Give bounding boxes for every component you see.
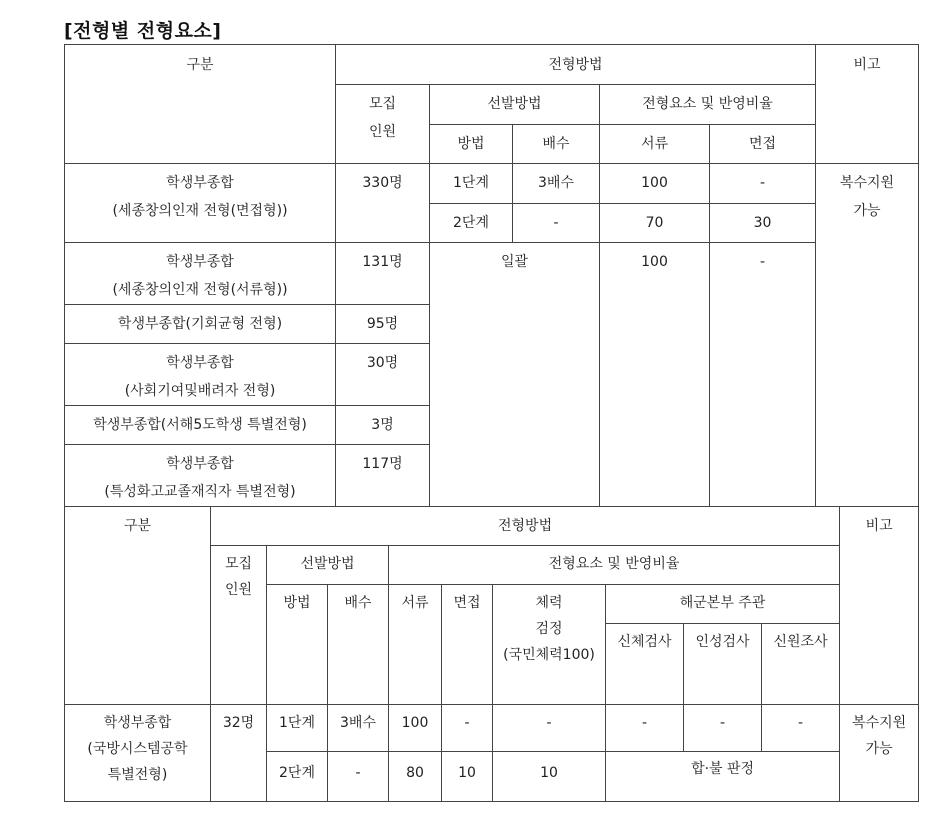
interview-score-cell: 10: [442, 752, 493, 802]
header-select: 선발방법: [267, 546, 389, 585]
header-seoryu: 서류: [600, 125, 710, 164]
header-bangbeop: 방법: [267, 585, 328, 705]
header-navy: 해군본부 주관: [606, 585, 840, 624]
header-fitness: 체력 검정 (국민체력100): [493, 585, 606, 705]
table-row-name: 학생부종합 (세종창의인재 전형(면접형)): [65, 164, 336, 243]
table-row-recruit: 117명: [336, 445, 430, 507]
header-elements: 전형요소 및 반영비율: [600, 85, 816, 125]
stage-cell: 2단계: [267, 752, 328, 802]
header-method: 전형방법: [336, 45, 816, 85]
table-row-name: 학생부종합 (세종창의인재 전형(서류형)): [65, 243, 336, 305]
table-row-name: 학생부종합(기회균형 전형): [65, 305, 336, 344]
header-method: 전형방법: [211, 507, 840, 546]
table-row-name: 학생부종합 (특성화고교졸재직자 특별전형): [65, 445, 336, 507]
body-check-cell: -: [606, 705, 684, 752]
stage-cell: 2단계: [430, 204, 513, 243]
header-myeonjeop: 면접: [710, 125, 816, 164]
interview-score-cell: -: [442, 705, 493, 752]
fitness-score-cell: -: [493, 705, 606, 752]
doc-score-cell: 70: [600, 204, 710, 243]
table-row-recruit: 95명: [336, 305, 430, 344]
table-row-name: 학생부종합(서해5도학생 특별전형): [65, 406, 336, 445]
stage-cell: 1단계: [267, 705, 328, 752]
table-row-recruit: 32명: [211, 705, 267, 802]
multiple-cell: -: [328, 752, 389, 802]
header-myeonjeop: 면접: [442, 585, 493, 705]
interview-score-cell: -: [710, 164, 816, 204]
header-body-check: 신체검사: [606, 624, 684, 705]
stage-cell: 1단계: [430, 164, 513, 204]
fitness-score-cell: 10: [493, 752, 606, 802]
header-bigo: 비고: [840, 507, 919, 705]
personality-cell: -: [684, 705, 762, 752]
table-row-name: 학생부종합 (국방시스템공학 특별전형): [65, 705, 211, 802]
table-row-recruit: 330명: [336, 164, 430, 243]
header-select: 선발방법: [430, 85, 600, 125]
admission-table-2: [64, 506, 919, 802]
header-recruit: 모집 인원: [211, 546, 267, 705]
batch-doc-cell: 100: [600, 243, 710, 507]
header-bigo: 비고: [816, 45, 919, 164]
header-personality: 인성검사: [684, 624, 762, 705]
identity-cell: -: [762, 705, 840, 752]
section-title: [전형별 전형요소]: [64, 20, 222, 42]
doc-score-cell: 100: [389, 705, 442, 752]
note-cell: 복수지원 가능: [816, 164, 919, 507]
header-gubun: 구분: [65, 507, 211, 705]
pass-fail-cell: 합·불 판정: [606, 752, 840, 802]
multiple-cell: 3배수: [328, 705, 389, 752]
batch-cell: 일괄: [430, 243, 600, 507]
header-recruit: 모집 인원: [336, 85, 430, 164]
doc-score-cell: 100: [600, 164, 710, 204]
table-row-recruit: 3명: [336, 406, 430, 445]
header-baesu: 배수: [328, 585, 389, 705]
interview-score-cell: 30: [710, 204, 816, 243]
admission-table-1: [64, 44, 919, 507]
multiple-cell: -: [513, 204, 600, 243]
multiple-cell: 3배수: [513, 164, 600, 204]
doc-score-cell: 80: [389, 752, 442, 802]
table-row-recruit: 131명: [336, 243, 430, 305]
header-elements: 전형요소 및 반영비율: [389, 546, 840, 585]
header-gubun: 구분: [65, 45, 336, 164]
note-cell: 복수지원 가능: [840, 705, 919, 802]
header-bangbeop: 방법: [430, 125, 513, 164]
batch-interview-cell: -: [710, 243, 816, 507]
table-row-recruit: 30명: [336, 344, 430, 406]
header-baesu: 배수: [513, 125, 600, 164]
header-identity: 신원조사: [762, 624, 840, 705]
header-seoryu: 서류: [389, 585, 442, 705]
table-row-name: 학생부종합 (사회기여및배려자 전형): [65, 344, 336, 406]
